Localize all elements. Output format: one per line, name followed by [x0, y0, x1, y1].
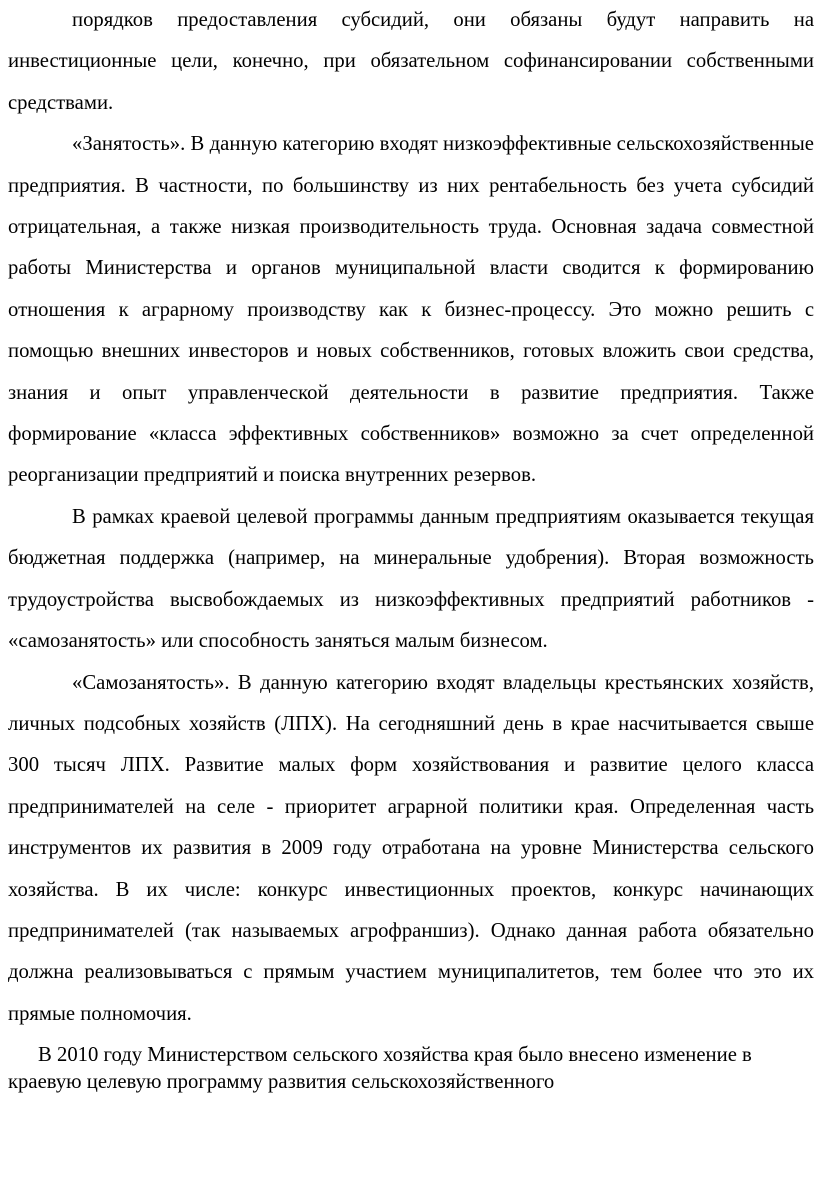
paragraph-5: В 2010 году Министерством сельского хозяйства края было внесено изменение в краевую целевую программу развития сельскохозяйственного: [8, 1044, 752, 1094]
paragraph-3: В рамках краевой целевой программы данным предприятиям оказывается текущая бюджетная поддержка (например, на минеральные удобрения). Вторая возможность трудоустройства высвобождаемых из низкоэффективных предприятий работников - «самозанятость» или способность заняться малым бизнесом.: [8, 505, 814, 653]
paragraph-4: «Самозанятость». В данную категорию входят владельцы крестьянских хозяйств, личных подсобных хозяйств (ЛПХ). На сегодняшний день в крае насчитывается свыше 300 тысяч ЛПХ. Развитие малых форм хозяйствования и развитие целого класса предпринимателей на селе - приоритет аграрной политики края. Определенная часть инструментов их развития в 2009 году отработана на уровне Министерства сельского хозяйства. В их числе: конкурс инвестиционных проектов, конкурс начинающих предпринимателей (так называемых агрофраншиз). Однако данная работа обязательно должна реализовываться с прямым участием муниципалитетов, тем более что это их прямые полномочия.: [8, 671, 814, 1025]
paragraph-2: «Занятость». В данную категорию входят низкоэффективные сельскохозяйственные предприятия. В частности, по большинству из них рентабельность без учета субсидий отрицательная, а также низкая производительность труда. Основная задача совместной работы Министерства и органов муниципальной власти сводится к формированию отношения к аграрному производству как к бизнес-процессу. Это можно решить с помощью внешних инвесторов и новых собственников, готовых вложить свои средства, знания и опыт управленческой деятельности в развитие предприятия. Также формирование «класса эффективных собственников» возможно за счет определенной реорганизации предприятий и поиска внутренних резервов.: [8, 133, 814, 487]
paragraph-1: порядков предоставления субсидий, они обязаны будут направить на инвестиционные цели, конечно, при обязательном софинансировании собственными средствами.: [8, 9, 814, 114]
document-page: [8, 0, 814, 1096]
